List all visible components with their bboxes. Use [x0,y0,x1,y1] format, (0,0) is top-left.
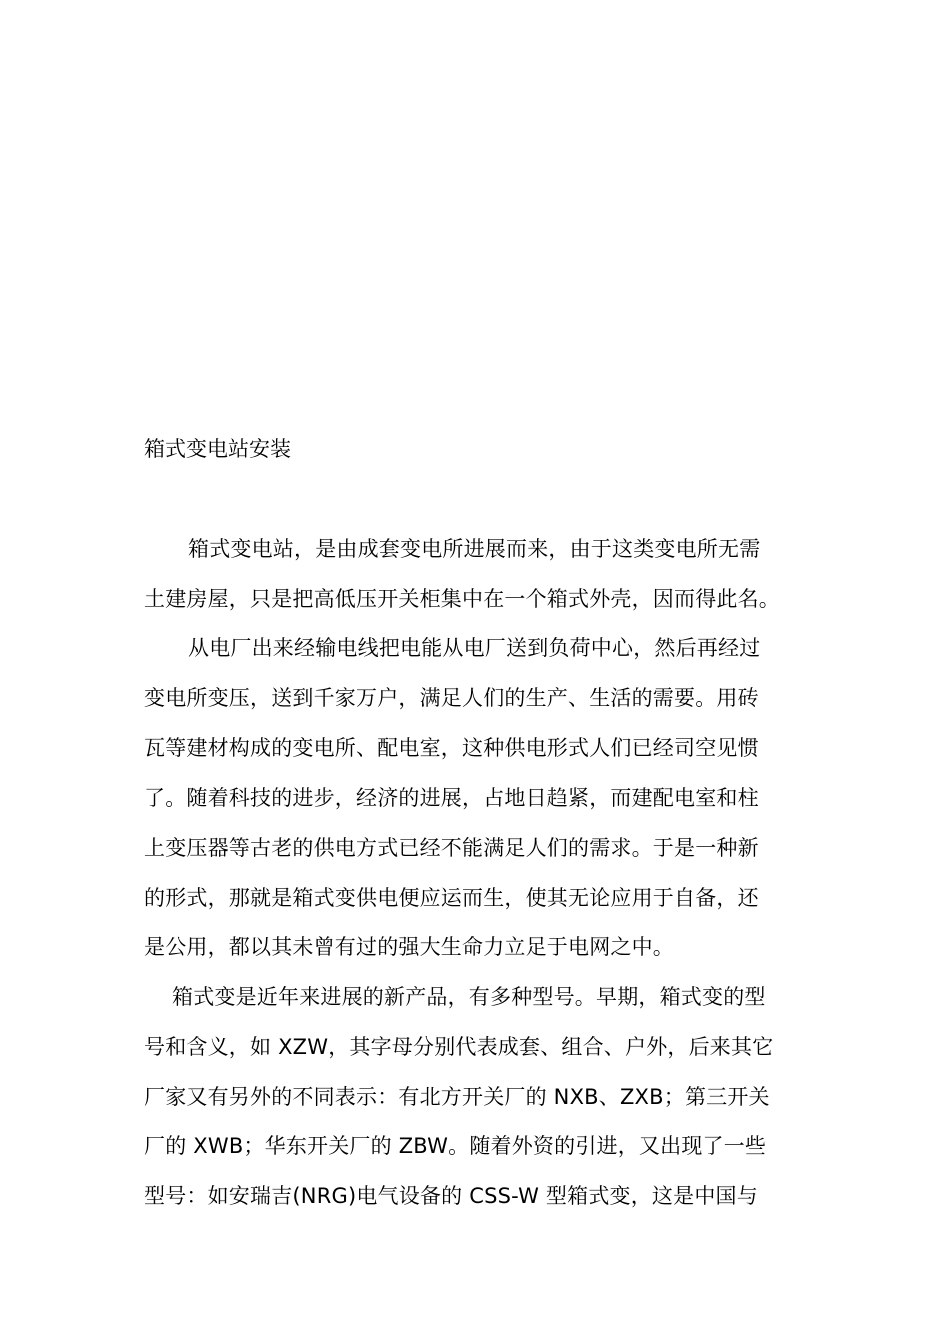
paragraph-3-line-1: 箱式变是近年来进展的新产品，有多种型号。早期，箱式变的型 [172,985,766,1009]
paragraph-2-line-2: 变电所变压，送到千家万户，满足人们的生产、生活的需要。用砖 [144,686,759,710]
paragraph-2-line-7: 是公用，都以其未曾有过的强大生命力立足于电网之中。 [144,935,674,959]
paragraph-2-line-6: 的形式，那就是箱式变供电便应运而生，使其无论应用于自备，还 [144,886,759,910]
paragraph-2-line-5: 上变压器等古老的供电方式已经不能满足人们的需求。于是一种新 [144,836,759,860]
paragraph-3-line-3: 厂家又有另外的不同表示：有北方开关厂的 NXB、ZXB；第三开关 [144,1085,770,1109]
paragraph-2-line-4: 了。随着科技的进步，经济的进展，占地日趋紧，而建配电室和柱 [144,786,759,810]
paragraph-2-line-1: 从电厂出来经输电线把电能从电厂送到负荷中心，然后再经过 [188,636,761,660]
paragraph-3-line-4: 厂的 XWB；华东开关厂的 ZBW。随着外资的引进，又出现了一些 [144,1134,767,1158]
paragraph-1-line-2: 土建房屋，只是把高低压开关柜集中在一个箱式外壳，因而得此名。 [144,587,780,611]
paragraph-3-line-2: 号和含义，如 XZW，其字母分别代表成套、组合、户外，后来其它 [144,1035,774,1059]
paragraph-1-line-1: 箱式变电站，是由成套变电所进展而来，由于这类变电所无需 [188,537,761,561]
paragraph-2-line-3: 瓦等建材构成的变电所、配电室，这种供电形式人们已经司空见惯 [144,736,759,760]
document-title: 箱式变电站安装 [144,437,291,461]
paragraph-3-line-5: 型号：如安瑞吉(NRG)电气设备的 CSS-W 型箱式变，这是中国与 [144,1184,758,1208]
